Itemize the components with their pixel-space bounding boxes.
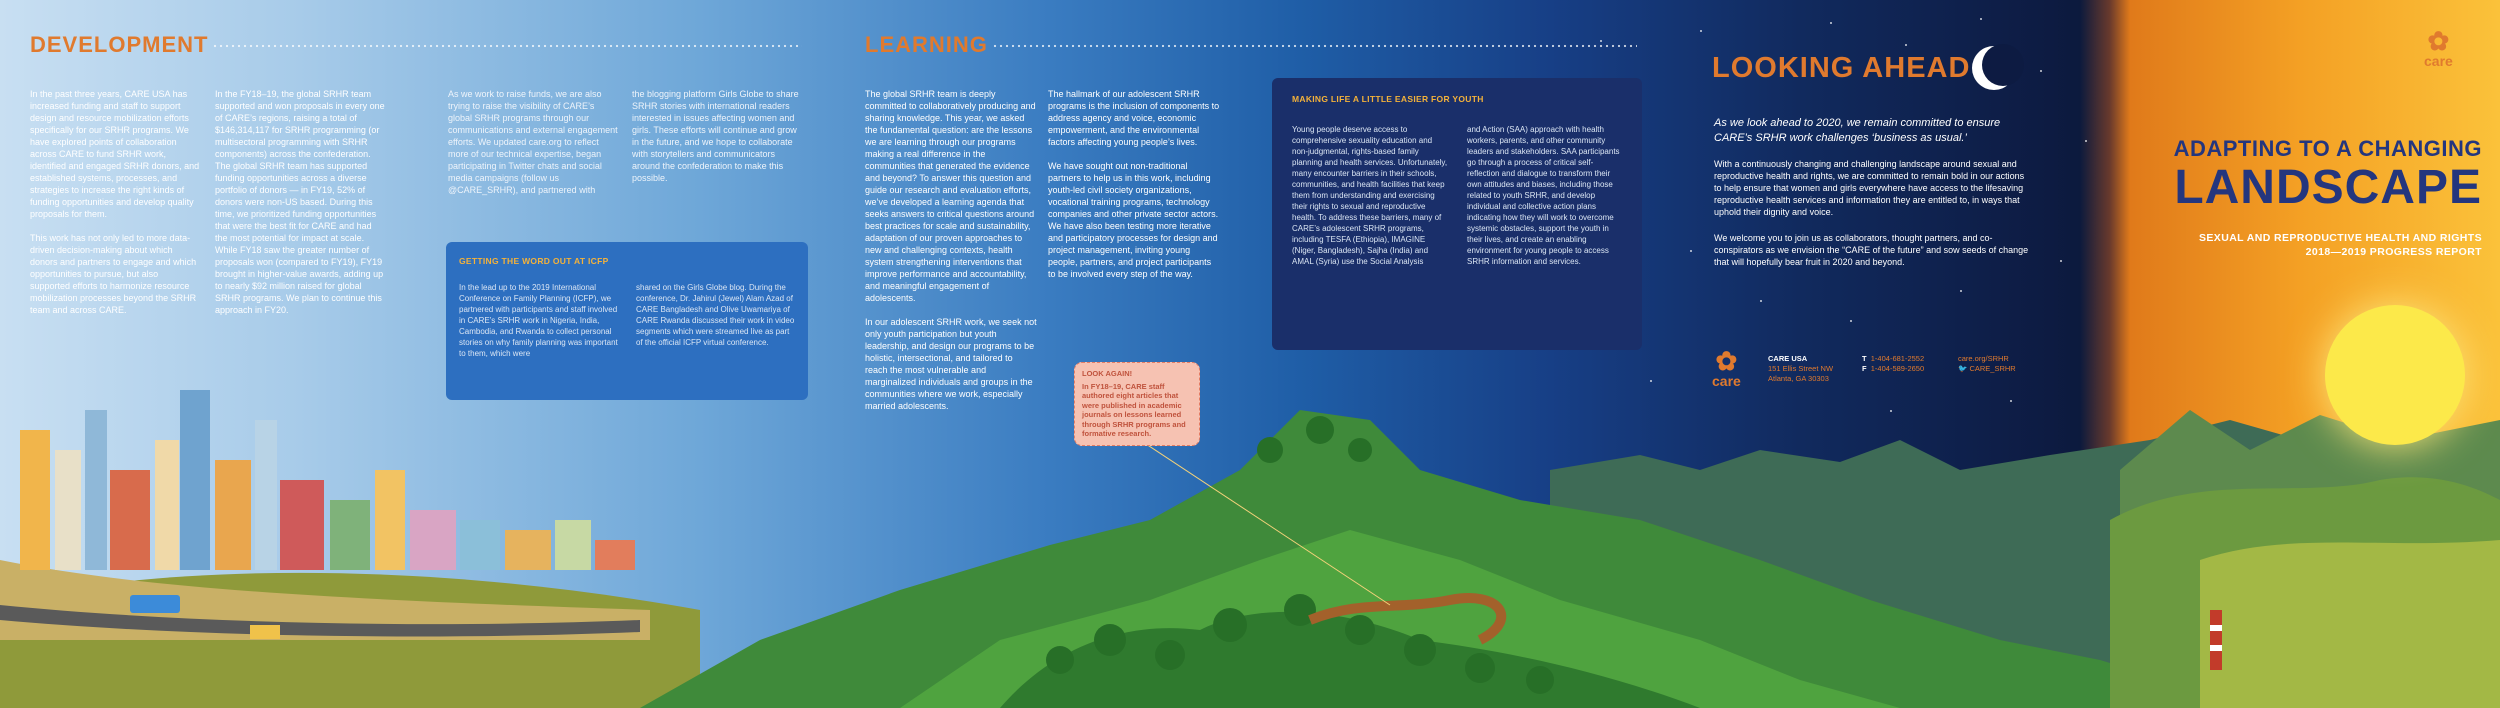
care-logo-text: care: [1712, 373, 1741, 389]
youth-callout-box: [1272, 78, 1642, 350]
contact-fax: 1-404-589-2650: [1870, 364, 1925, 373]
development-col-1-p1: In the past three years, CARE USA has increased funding and staff to support design and resource mobilization efforts specifically for our SRHR programs. We have explored points of collaboration across CARE to fund SRHR work, identified and engaged SRHR donors, and established systems, processes, and strategies to increase the right kinds of funding opportunities and develop quality proposals for them.: [30, 89, 200, 219]
icfp-callout-col-1: In the lead up to the 2019 International Conference on Family Planning (ICFP), we partnered with participants and staff involved in CARE’s SRHR work in Nigeria, India, Cambodia, and Rwanda to collect personal stories on why family planning was important to them, which were: [459, 283, 618, 358]
look-again-title: LOOK AGAIN!: [1082, 369, 1133, 378]
youth-callout-col-1: Young people deserve access to comprehensive sexuality education and non-judgmental, rights-based family planning and health services. Unfortunately, many encounter barriers in their schools, communities, and health facilities that keep them from understanding and exercising their rights to sexual and reproductive health. To address these barriers, many of CARE’s adolescent SRHR programs, including TESFA (Ethiopia), IMAGINE (Niger, Bangladesh), Sajha (India) and AMAL (Syria) use the Social Analysis: [1292, 125, 1448, 266]
development-dotted-rule: [212, 43, 802, 49]
contact-org: CARE USA: [1768, 354, 1808, 363]
development-col-3: [448, 88, 618, 208]
care-logo-cover: [2424, 28, 2453, 68]
learning-col-1: [865, 88, 1037, 424]
youth-callout-title: MAKING LIFE A LITTLE EASIER FOR YOUTH: [1292, 94, 1484, 104]
contact-twitter-link[interactable]: CARE_SRHR: [1969, 364, 2016, 373]
icfp-callout-col-2: shared on the Girls Globe blog. During the conference, Dr. Jahirul (Jewel) Alam Azad of CARE Bangladesh and Olive Uwamariya of CARE Rwanda discussed their work in video segments which were streamed live as part of the official ICFP virtual conference.: [636, 283, 795, 347]
development-col-4-p1: the blogging platform Girls Globe to share SRHR stories with international readers interested in issues affecting women and girls. These efforts will continue and grow in the future, and we hope to collaborate with storytellers and communicators around the confederation to make this possible.: [632, 89, 799, 183]
contact-web-link[interactable]: care.org/SRHR: [1958, 354, 2009, 363]
looking-ahead-p1: With a continuously changing and challenging landscape around sexual and reproductive health and rights, we are committed to remain bold in our actions to help ensure that women and girls everywhere have access to the lifesaving reproductive health services and information they are entitled to, in ways that uphold their dignity and voice.: [1714, 159, 2025, 217]
learning-col-1-p1: The global SRHR team is deeply committed to collaboratively producing and sharing knowledge. This year, we asked the fundamental question: are the lessons we are learning through our programs making a real difference in the communities that generated the evidence and beyond? To answer this question and guide our research and evaluation efforts, we’ve developed a learning agenda that seeks answers to critical questions around best practices for scale and sustainability, adaptation of our proven approaches to new and challenging contexts, health system strengthening interventions that improve performance and accountability, and meaningful engagement of adolescents.: [865, 89, 1036, 303]
learning-col-2-p1: The hallmark of our adolescent SRHR programs is the inclusion of components to address agency and voice, economic empowerment, and the environmental factors affecting young people’s lives.: [1048, 89, 1220, 147]
contact-address: [1768, 354, 1833, 384]
phone-label: T: [1862, 354, 1867, 363]
bus: [130, 595, 180, 613]
care-mark-icon-cover: ✿: [2427, 26, 2450, 56]
moon-icon: [1972, 46, 2016, 90]
lighthouse: [2210, 610, 2222, 670]
cover-headline-big: LANDSCAPE: [2174, 161, 2482, 214]
looking-ahead-quote: As we look ahead to 2020, we remain committed to ensure CARE’s SRHR work challenges ‘business as usual.’: [1714, 117, 2001, 144]
learning-dotted-rule: [992, 43, 1637, 49]
looking-ahead-title: LOOKING AHEAD: [1712, 52, 1971, 84]
cover-subtitle-2: 2018—2019 PROGRESS REPORT: [2305, 246, 2482, 258]
care-mark-icon: ✿: [1715, 346, 1738, 376]
sun-illustration: [2325, 305, 2465, 445]
look-again-text: In FY18–19, CARE staff authored eight articles that were published in academic journals on lessons learned through SRHR programs and formative research.: [1082, 381, 1186, 438]
learning-title: LEARNING: [865, 32, 988, 57]
learning-col-2: [1048, 88, 1220, 292]
icfp-callout-box: [446, 242, 808, 400]
development-col-1: [30, 88, 200, 328]
truck: [250, 625, 280, 639]
look-again-note: [1074, 362, 1200, 446]
youth-callout-col-2: and Action (SAA) approach with health workers, parents, and other community leaders and stakeholders. SAA participants go through a process of critical self-reflection and dialogue to transform their own attitudes and biases, including those related to youth SRHR, and develop individual and collective action plans indicating how they will work to overcome systemic obstacles, support the youth in their lives, and create an enabling environment for young people to access SRHR information and services.: [1467, 125, 1620, 266]
care-logo-cover-text: care: [2424, 53, 2453, 69]
cover-fields: [2200, 540, 2500, 708]
fax-label: F: [1862, 364, 1867, 373]
development-col-2: [215, 88, 385, 328]
contact-phones: [1862, 354, 1924, 374]
cover-subtitle-1: SEXUAL AND REPRODUCTIVE HEALTH AND RIGHTS: [2199, 232, 2482, 244]
cover-subtitle: [2130, 231, 2482, 259]
development-title: DEVELOPMENT: [30, 32, 209, 57]
learning-col-1-p2: In our adolescent SRHR work, we seek not only youth participation but youth leadership, and design our programs to be holistic, intersectional, and tailored to reach the most vulnerable and marginalized individuals and groups in the communities where we work, especially married adolescents.: [865, 317, 1037, 411]
twitter-icon: 🐦: [1958, 364, 1968, 373]
development-col-2-p1: In the FY18–19, the global SRHR team supported and won proposals in every one of CARE’s regions, raising a total of $146,314,117 for SRHR programming (or multisectoral programming with SRHR components) across the confederation. The global SRHR team has supported funding opportunities across a diverse portfolio of donors — in FY19, 52% of donors were non-US based. During this time, we prioritized funding opportunities that were the best fit for CARE and had the most potential for impact at scale. While FY18 saw the greater number of proposals won (compared to FY19), FY19 brought in higher-value awards, adding up to nearly $92 million raised for global SRHR programs. We plan to continue this approach in FY20.: [215, 89, 385, 315]
development-col-3-p1: As we work to raise funds, we are also trying to raise the visibility of CARE’s global SRHR programs through our communications and external engagement efforts. We updated care.org to reflect more of our technical expertise, began participating in Twitter chats and social media campaigns (follow us @CARE_SRHR), and partnered with: [448, 89, 618, 195]
looking-ahead-p2: We welcome you to join us as collaborators, thought partners, and co-conspirators as we envision the “CARE of the future” and sow seeds of change that will hopefully bear fruit in 2020 and beyond.: [1714, 233, 2029, 267]
development-col-4: [632, 88, 802, 196]
city-skyline: [20, 390, 635, 570]
learning-col-2-p2: We have sought out non-traditional partners to help us in this work, including youth-led civil society organizations, vocational training programs, technology companies and other private sector actors. We have also been testing more iterative and participatory processes for design and project management, inviting young people, partners, and project participants to be involved every step of the way.: [1048, 161, 1219, 279]
contact-addr1: 151 Ellis Street NW: [1768, 364, 1834, 373]
development-col-1-p2: This work has not only led to more data-driven decision-making about which donors and partners to engage and which opportunities to pursue, but also supported efforts to harmonize resource mobilization processes beyond the SRHR team and across CARE.: [30, 233, 197, 315]
icfp-callout-title: GETTING THE WORD OUT AT ICFP: [459, 256, 609, 266]
cover-headline-small: ADAPTING TO A CHANGING: [2173, 136, 2482, 161]
contact-phone: 1-404-681-2552: [1870, 354, 1925, 363]
contact-online: [1958, 354, 2016, 374]
care-logo-footer: [1712, 348, 1741, 388]
contact-addr2: Atlanta, GA 30303: [1768, 374, 1829, 383]
